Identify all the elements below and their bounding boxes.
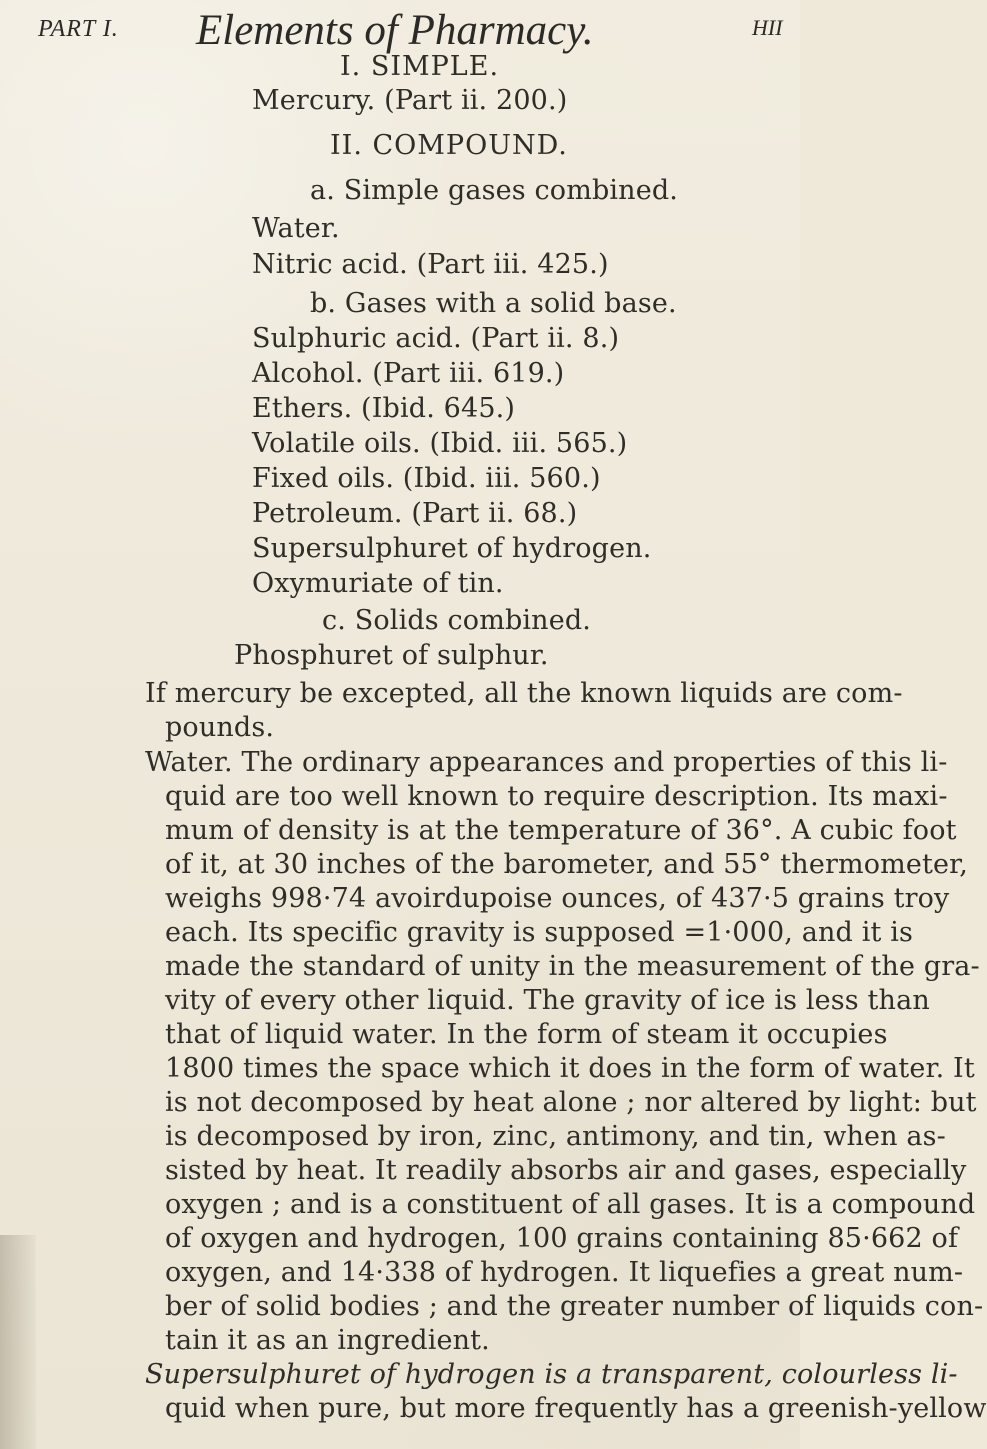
paragraph-line: mum of density is at the temperature of 36°. A cubic foot	[165, 815, 957, 846]
paragraph-line: 1800 times the space which it does in the form of water. It	[165, 1053, 975, 1084]
compound-c-item-1: Phosphuret of sulphur.	[234, 640, 549, 671]
paragraph-line: of oxygen and hydrogen, 100 grains containing 85·662 of	[165, 1223, 959, 1254]
paragraph-line: is decomposed by iron, zinc, antimony, and tin, when as-	[165, 1121, 946, 1152]
paragraph-line: Supersulphuret of hydrogen is a transparent, colourless li-	[145, 1359, 958, 1390]
paragraph-line: sisted by heat. It readily absorbs air and gases, especially	[165, 1155, 967, 1186]
compound-heading: II. COMPOUND.	[330, 130, 568, 161]
paragraph-line: quid are too well known to require description. Its maxi-	[165, 781, 948, 812]
paragraph-line: weighs 998·74 avoirdupoise ounces, of 437·5 grains troy	[165, 883, 950, 914]
compound-b-item-1: Sulphuric acid. (Part ii. 8.)	[252, 323, 620, 354]
paragraph-line: each. Its specific gravity is supposed =1·000, and it is	[165, 917, 914, 948]
running-head-title: Elements of Pharmacy.	[196, 7, 594, 54]
paragraph-line: Water. The ordinary appearances and properties of this li-	[145, 747, 948, 778]
paragraph-line: oxygen, and 14·338 of hydrogen. It liquefies a great num-	[165, 1257, 964, 1288]
compound-b-item-8: Oxymuriate of tin.	[252, 568, 504, 599]
simple-heading: I. SIMPLE.	[340, 51, 500, 82]
paragraph-line: made the standard of unity in the measurement of the gra-	[165, 951, 980, 982]
paragraph-line: oxygen ; and is a constituent of all gases. It is a compound	[165, 1189, 976, 1220]
simple-item: Mercury. (Part ii. 200.)	[252, 85, 568, 116]
compound-b-item-7: Supersulphuret of hydrogen.	[252, 533, 652, 564]
paragraph-line: pounds.	[165, 712, 275, 743]
paragraph-line: tain it as an ingredient.	[165, 1325, 490, 1356]
compound-section-c-title: c. Solids combined.	[322, 605, 592, 636]
paragraph-line: that of liquid water. In the form of steam it occupies	[165, 1019, 888, 1050]
running-head-left: PART I.	[38, 16, 119, 42]
compound-b-item-3: Ethers. (Ibid. 645.)	[252, 393, 516, 424]
paragraph-line: quid when pure, but more frequently has a greenish-yellow	[165, 1393, 987, 1424]
compound-b-item-6: Petroleum. (Part ii. 68.)	[252, 498, 578, 529]
paragraph-line: is not decomposed by heat alone ; nor altered by light: but	[165, 1087, 977, 1118]
paragraph-line: of it, at 30 inches of the barometer, and 55° thermometer,	[165, 849, 968, 880]
compound-a-item-1: Water.	[252, 213, 340, 244]
compound-a-item-2: Nitric acid. (Part iii. 425.)	[252, 249, 609, 280]
compound-b-item-2: Alcohol. (Part iii. 619.)	[252, 358, 565, 389]
compound-section-b-title: b. Gases with a solid base.	[310, 288, 677, 319]
compound-section-a-title: a. Simple gases combined.	[310, 175, 679, 206]
compound-b-item-5: Fixed oils. (Ibid. iii. 560.)	[252, 463, 601, 494]
paragraph-line: ber of solid bodies ; and the greater number of liquids con-	[165, 1291, 984, 1322]
page-number: HII	[752, 15, 783, 40]
paragraph-line: vity of every other liquid. The gravity of ice is less than	[165, 985, 930, 1016]
paragraph-line: If mercury be excepted, all the known liquids are com-	[145, 678, 903, 709]
compound-b-item-4: Volatile oils. (Ibid. iii. 565.)	[252, 428, 628, 459]
